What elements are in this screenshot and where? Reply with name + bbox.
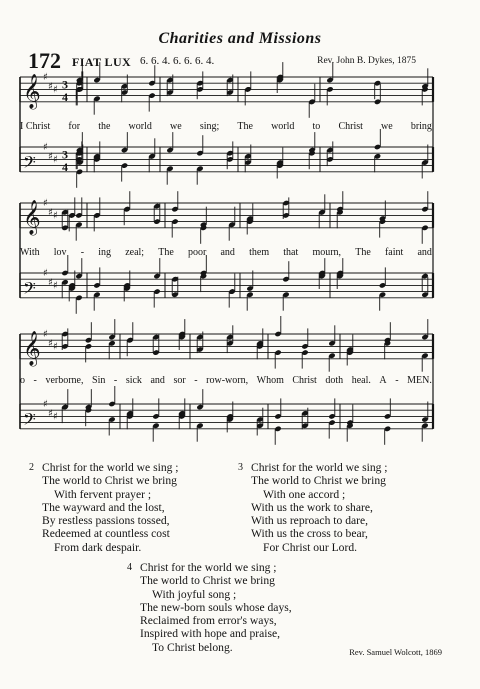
verse-number: 2 <box>29 462 34 473</box>
lyric-syllable: poor <box>187 247 207 258</box>
treble-clef-icon: 𝄞 <box>23 330 41 366</box>
verse-line: With us the cross to bear, <box>251 527 368 541</box>
lyric-syllable: A <box>379 375 387 386</box>
verse-line: With one accord ; <box>263 487 346 501</box>
lyric-syllable: - <box>113 375 118 386</box>
lyric-syllable: heal. <box>351 375 371 386</box>
verse-line: For Christ our Lord. <box>263 540 358 554</box>
lyric-syllable: Christ <box>292 375 317 386</box>
tune-name: FIAT LUX <box>72 55 132 69</box>
lyric-syllable: sick <box>125 375 142 386</box>
lyric-syllable: that <box>283 247 299 258</box>
lyric-syllable: them <box>249 247 270 258</box>
lyric-syllable: - <box>80 247 85 258</box>
lyric-syllable: world <box>271 121 295 132</box>
lyric-syllable: mourn, <box>312 247 342 258</box>
lyric-syllable: o <box>20 375 25 386</box>
verse-line: With fervent prayer ; <box>54 487 152 501</box>
verse-line: Christ for the world we sing ; <box>140 561 277 574</box>
verse-line: The world to Christ we bring <box>251 474 386 488</box>
lyric-syllable: - <box>395 375 399 386</box>
verse-line: From dark despair. <box>54 540 142 554</box>
sharp-icon: ♯ <box>48 151 53 163</box>
verse-line: The new-born souls whose days, <box>140 600 292 614</box>
bass-clef-icon: 𝄢 <box>23 151 36 176</box>
lyric-syllable: Sin <box>92 375 106 386</box>
treble-clef-icon: 𝄞 <box>23 199 41 235</box>
bass-clef-icon: 𝄢 <box>23 408 36 433</box>
lyric-syllable: With <box>20 247 40 258</box>
verse-line: Redeemed at countless cost <box>42 527 170 541</box>
verse-4 <box>127 561 292 654</box>
sharp-icon: ♯ <box>48 408 53 420</box>
lyric-syllable: ing <box>98 247 112 258</box>
lyric-syllable: The <box>355 247 371 258</box>
lyric-line-1 <box>20 121 432 132</box>
lyric-line-2 <box>20 247 432 258</box>
sharp-icon: ♯ <box>43 399 48 410</box>
verse-line: Inspired with hope and praise, <box>140 627 281 641</box>
lyric-syllable: sor <box>173 375 186 386</box>
verse-number: 4 <box>127 562 132 573</box>
lyric-syllable: we <box>170 121 182 132</box>
lyric-syllable: to <box>312 121 321 132</box>
lyric-syllable: - <box>33 375 37 386</box>
lyric-syllable: sing; <box>199 121 220 132</box>
sharp-icon: ♯ <box>53 84 58 96</box>
lyric-syllable: world <box>128 121 152 132</box>
lyric-syllable: and <box>417 247 432 258</box>
sharp-icon: ♯ <box>53 341 58 353</box>
lyric-syllable: the <box>98 121 111 132</box>
sharp-icon: ♯ <box>48 207 53 219</box>
verse-line: To Christ belong. <box>152 640 233 654</box>
verse-line: The world to Christ we bring <box>42 474 177 488</box>
hymn-number: 172 <box>28 48 61 73</box>
lyric-syllable: MEN. <box>407 375 432 386</box>
sharp-icon: ♯ <box>43 329 48 340</box>
sharp-icon: ♯ <box>43 198 48 209</box>
treble-clef-icon: 𝄞 <box>23 73 41 109</box>
lyric-syllable: lov <box>53 247 67 258</box>
bass-clef-icon: 𝄢 <box>23 277 36 302</box>
verse-line: Christ for the world we sing ; <box>42 461 179 474</box>
sharp-icon: ♯ <box>48 277 53 289</box>
sharp-icon: ♯ <box>43 72 48 83</box>
verse-number: 3 <box>238 462 243 473</box>
sharp-icon: ♯ <box>43 268 48 279</box>
lyric-syllable: faint <box>384 247 404 258</box>
lyric-syllable: The <box>158 247 174 258</box>
verse-line: Christ for the world we sing ; <box>251 461 388 474</box>
section-title: Charities and Missions <box>158 30 322 47</box>
lyric-syllable: Whom <box>256 375 284 386</box>
sharp-icon: ♯ <box>53 154 58 166</box>
time-signature-icon: 4 <box>62 159 68 174</box>
sharp-icon: ♯ <box>53 411 58 423</box>
sharp-icon: ♯ <box>53 210 58 222</box>
sharp-icon: ♯ <box>53 280 58 292</box>
verse-line: The world to Christ we bring <box>140 574 275 588</box>
lyric-syllable: I Christ <box>20 121 51 132</box>
verse-line: With joyful song ; <box>152 587 237 601</box>
verse-line: With us reproach to dare, <box>251 514 369 528</box>
verse-line: By restless passions tossed, <box>42 514 170 528</box>
author-credit: Rev. Samuel Wolcott, 1869 <box>349 647 442 657</box>
sharp-icon: ♯ <box>43 142 48 153</box>
verse-line: The wayward and the lost, <box>42 500 165 514</box>
verse-line: Reclaimed from error's ways, <box>140 614 277 628</box>
verse-3 <box>238 461 388 554</box>
lyric-syllable: and <box>150 375 165 386</box>
verse-line: With us the work to share, <box>251 500 373 514</box>
lyric-syllable: The <box>237 121 253 132</box>
lyric-syllable: doth <box>325 375 344 386</box>
lyric-syllable: Christ <box>338 121 363 132</box>
lyric-line-3 <box>20 375 432 386</box>
lyric-syllable: for <box>68 121 81 132</box>
sharp-icon: ♯ <box>48 338 53 350</box>
lyric-syllable: verborne, <box>45 375 84 386</box>
lyric-syllable: row-worn, <box>206 375 249 386</box>
time-signature-icon: 4 <box>62 89 68 104</box>
verse-2 <box>29 461 179 554</box>
time-signature-icon: 3 <box>62 77 68 92</box>
lyric-syllable: bring <box>410 121 432 132</box>
composer-credit: Rev. John B. Dykes, 1875 <box>317 56 416 66</box>
lyric-syllable: we <box>381 121 393 132</box>
lyric-syllable: - <box>194 375 198 386</box>
time-signature-icon: 3 <box>62 147 68 162</box>
lyric-syllable: and <box>220 247 235 258</box>
lyric-syllable: zeal; <box>125 247 145 258</box>
meter: 6. 6. 4. 6. 6. 6. 4. <box>140 55 215 67</box>
sharp-icon: ♯ <box>48 81 53 93</box>
